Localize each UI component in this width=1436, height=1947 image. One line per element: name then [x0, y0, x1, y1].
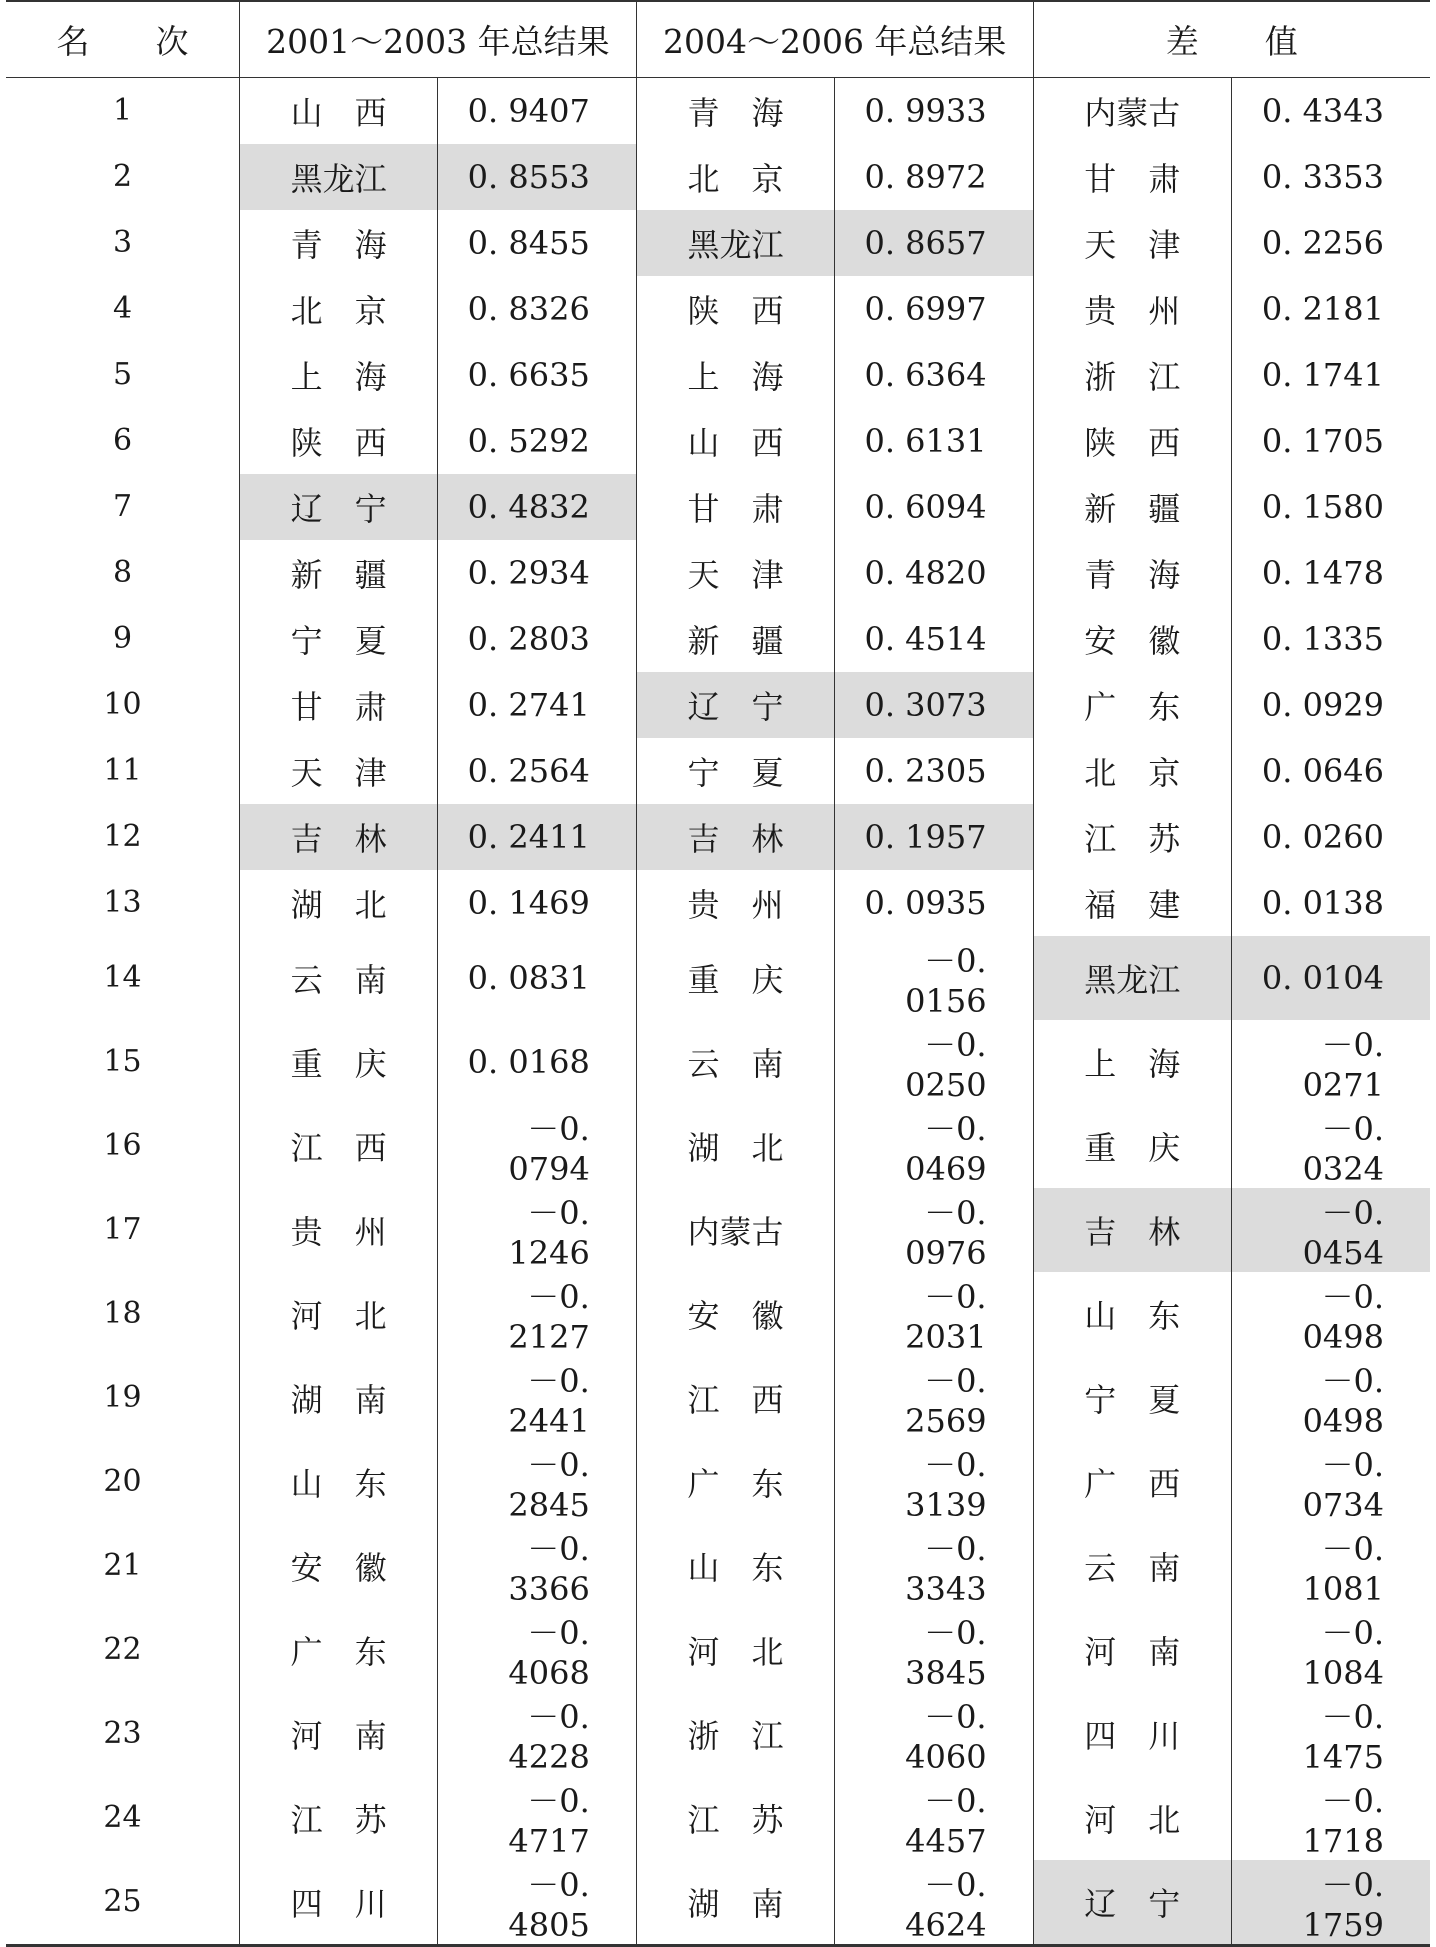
rank-cell: 20	[103, 1464, 142, 1499]
table-row	[6, 1860, 1430, 1946]
period-1-province: 陕 西	[239, 408, 437, 474]
rank-cell: 3	[112, 225, 133, 260]
table-row	[6, 210, 1430, 276]
period-1-value: 0. 2411	[438, 804, 636, 870]
period-2-province: 北 京	[636, 144, 834, 210]
period-1-value: －0. 2441	[438, 1356, 636, 1440]
difference-value: 0. 2256	[1232, 210, 1430, 276]
difference-value: －0. 1081	[1232, 1524, 1430, 1608]
period-2-province: 黑龙江	[636, 210, 834, 276]
rank-cell: 18	[103, 1296, 142, 1331]
difference-province: 贵 州	[1033, 276, 1231, 342]
period-2-province: 贵 州	[636, 870, 834, 936]
header-period-2: 2004～2006 年总结果	[636, 1, 1033, 78]
period-2-province: 天 津	[636, 540, 834, 606]
rank-cell: 21	[103, 1548, 142, 1583]
difference-province: 广 东	[1033, 672, 1231, 738]
period-1-province: 宁 夏	[239, 606, 437, 672]
period-1-province: 青 海	[239, 210, 437, 276]
period-1-value: 0. 8326	[438, 276, 636, 342]
period-1-value: 0. 2803	[438, 606, 636, 672]
table-row	[6, 1692, 1430, 1776]
period-2-value: 0. 1957	[835, 804, 1033, 870]
period-2-value: 0. 4514	[835, 606, 1033, 672]
ranking-table-container	[6, 0, 1430, 1947]
period-2-province: 河 北	[636, 1608, 834, 1692]
table-row	[6, 804, 1430, 870]
period-1-province: 湖 北	[239, 870, 437, 936]
table-row	[6, 1272, 1430, 1356]
period-2-value: 0. 2305	[835, 738, 1033, 804]
table-row	[6, 936, 1430, 1020]
rank-cell: 13	[103, 885, 142, 920]
difference-province: 甘 肃	[1033, 144, 1231, 210]
difference-province: 黑龙江	[1033, 936, 1231, 1020]
rank-cell: 16	[103, 1128, 142, 1163]
period-2-value: －0. 0469	[835, 1104, 1033, 1188]
period-2-province: 重 庆	[636, 936, 834, 1020]
period-1-value: 0. 2741	[438, 672, 636, 738]
period-1-value: －0. 2127	[438, 1272, 636, 1356]
difference-province: 宁 夏	[1033, 1356, 1231, 1440]
difference-value: －0. 0498	[1232, 1356, 1430, 1440]
difference-value: －0. 0498	[1232, 1272, 1430, 1356]
difference-province: 天 津	[1033, 210, 1231, 276]
difference-value: 0. 0646	[1232, 738, 1430, 804]
rank-cell: 23	[103, 1716, 142, 1751]
period-2-province: 甘 肃	[636, 474, 834, 540]
period-1-value: －0. 4228	[438, 1692, 636, 1776]
period-2-province: 山 东	[636, 1524, 834, 1608]
period-2-province: 宁 夏	[636, 738, 834, 804]
period-1-province: 湖 南	[239, 1356, 437, 1440]
difference-province: 江 苏	[1033, 804, 1231, 870]
difference-province: 广 西	[1033, 1440, 1231, 1524]
period-1-province: 黑龙江	[239, 144, 437, 210]
rank-cell: 10	[103, 687, 142, 722]
period-1-province: 河 南	[239, 1692, 437, 1776]
difference-value: 0. 0929	[1232, 672, 1430, 738]
period-2-province: 青 海	[636, 78, 834, 144]
period-1-value: 0. 5292	[438, 408, 636, 474]
rank-cell: 9	[112, 621, 133, 656]
table-row	[6, 144, 1430, 210]
period-2-province: 内蒙古	[636, 1188, 834, 1272]
period-1-province: 四 川	[239, 1860, 437, 1946]
rank-cell: 17	[103, 1212, 142, 1247]
period-2-value: －0. 0250	[835, 1020, 1033, 1104]
difference-value: 0. 1478	[1232, 540, 1430, 606]
period-1-value: －0. 0794	[438, 1104, 636, 1188]
rank-cell: 2	[112, 159, 133, 194]
period-1-value: 0. 0168	[438, 1020, 636, 1104]
period-2-value: 0. 6997	[835, 276, 1033, 342]
difference-value: －0. 0454	[1232, 1188, 1430, 1272]
period-2-value: －0. 4060	[835, 1692, 1033, 1776]
period-1-value: －0. 4805	[438, 1860, 636, 1946]
period-2-province: 云 南	[636, 1020, 834, 1104]
period-2-value: 0. 3073	[835, 672, 1033, 738]
difference-value: 0. 1580	[1232, 474, 1430, 540]
difference-province: 四 川	[1033, 1692, 1231, 1776]
period-1-value: 0. 2564	[438, 738, 636, 804]
period-1-value: 0. 8455	[438, 210, 636, 276]
period-1-province: 江 苏	[239, 1776, 437, 1860]
difference-province: 陕 西	[1033, 408, 1231, 474]
difference-value: 0. 1741	[1232, 342, 1430, 408]
difference-value: 0. 1705	[1232, 408, 1430, 474]
period-1-province: 上 海	[239, 342, 437, 408]
difference-province: 河 北	[1033, 1776, 1231, 1860]
table-row	[6, 408, 1430, 474]
difference-value: －0. 1759	[1232, 1860, 1430, 1946]
table-row	[6, 1104, 1430, 1188]
period-2-value: 0. 4820	[835, 540, 1033, 606]
period-1-province: 河 北	[239, 1272, 437, 1356]
period-2-province: 安 徽	[636, 1272, 834, 1356]
difference-value: 0. 0138	[1232, 870, 1430, 936]
period-2-province: 吉 林	[636, 804, 834, 870]
difference-value: －0. 1084	[1232, 1608, 1430, 1692]
period-2-value: 0. 0935	[835, 870, 1033, 936]
table-header	[6, 1, 1430, 78]
period-1-value: －0. 2845	[438, 1440, 636, 1524]
period-2-province: 湖 北	[636, 1104, 834, 1188]
table-row	[6, 1356, 1430, 1440]
period-2-value: 0. 6131	[835, 408, 1033, 474]
table-row	[6, 78, 1430, 144]
rank-cell: 14	[103, 960, 142, 995]
header-difference: 差 值	[1033, 1, 1430, 78]
period-1-value: 0. 6635	[438, 342, 636, 408]
header-row	[6, 1, 1430, 78]
period-1-province: 吉 林	[239, 804, 437, 870]
table-row	[6, 1188, 1430, 1272]
period-1-province: 新 疆	[239, 540, 437, 606]
period-1-province: 北 京	[239, 276, 437, 342]
period-1-province: 广 东	[239, 1608, 437, 1692]
period-1-value: 0. 1469	[438, 870, 636, 936]
difference-value: －0. 0734	[1232, 1440, 1430, 1524]
period-1-province: 山 西	[239, 78, 437, 144]
rank-cell: 15	[103, 1044, 142, 1079]
period-2-province: 湖 南	[636, 1860, 834, 1946]
period-2-value: －0. 3139	[835, 1440, 1033, 1524]
table-row	[6, 870, 1430, 936]
table-row	[6, 1020, 1430, 1104]
period-2-value: 0. 6364	[835, 342, 1033, 408]
rank-cell: 5	[112, 357, 133, 392]
rank-cell: 7	[112, 489, 133, 524]
rank-cell: 4	[112, 291, 133, 326]
header-period-1: 2001～2003 年总结果	[239, 1, 636, 78]
difference-province: 青 海	[1033, 540, 1231, 606]
period-1-province: 辽 宁	[239, 474, 437, 540]
difference-province: 北 京	[1033, 738, 1231, 804]
period-1-province: 江 西	[239, 1104, 437, 1188]
header-rank: 名 次	[6, 1, 239, 78]
difference-province: 吉 林	[1033, 1188, 1231, 1272]
rank-cell: 24	[103, 1800, 142, 1835]
table-row	[6, 342, 1430, 408]
difference-value: －0. 0324	[1232, 1104, 1430, 1188]
table-row	[6, 540, 1430, 606]
period-1-province: 贵 州	[239, 1188, 437, 1272]
period-1-province: 安 徽	[239, 1524, 437, 1608]
period-1-province: 云 南	[239, 936, 437, 1020]
difference-value: －0. 0271	[1232, 1020, 1430, 1104]
difference-value: －0. 1475	[1232, 1692, 1430, 1776]
period-2-province: 山 西	[636, 408, 834, 474]
rank-cell: 19	[103, 1380, 142, 1415]
period-2-value: －0. 4457	[835, 1776, 1033, 1860]
rank-cell: 12	[103, 819, 142, 854]
difference-province: 内蒙古	[1033, 78, 1231, 144]
period-1-value: 0. 4832	[438, 474, 636, 540]
rank-cell: 6	[112, 423, 133, 458]
difference-value: 0. 0104	[1232, 936, 1430, 1020]
rank-cell: 8	[112, 555, 133, 590]
period-2-value: －0. 3845	[835, 1608, 1033, 1692]
difference-province: 浙 江	[1033, 342, 1231, 408]
period-2-value: －0. 2031	[835, 1272, 1033, 1356]
period-2-value: －0. 0156	[835, 936, 1033, 1020]
period-1-value: 0. 8553	[438, 144, 636, 210]
difference-value: 0. 2181	[1232, 276, 1430, 342]
period-1-province: 山 东	[239, 1440, 437, 1524]
period-2-province: 陕 西	[636, 276, 834, 342]
difference-province: 云 南	[1033, 1524, 1231, 1608]
table-body	[6, 78, 1430, 1946]
period-1-value: 0. 0831	[438, 936, 636, 1020]
ranking-table	[6, 0, 1430, 1947]
period-1-value: 0. 2934	[438, 540, 636, 606]
period-1-value: －0. 1246	[438, 1188, 636, 1272]
period-1-value: －0. 3366	[438, 1524, 636, 1608]
table-row	[6, 474, 1430, 540]
table-row	[6, 606, 1430, 672]
period-2-value: 0. 6094	[835, 474, 1033, 540]
period-2-province: 上 海	[636, 342, 834, 408]
difference-value: 0. 1335	[1232, 606, 1430, 672]
period-2-province: 江 西	[636, 1356, 834, 1440]
table-row	[6, 1524, 1430, 1608]
period-2-value: 0. 8657	[835, 210, 1033, 276]
period-2-value: 0. 9933	[835, 78, 1033, 144]
table-row	[6, 672, 1430, 738]
table-row	[6, 1440, 1430, 1524]
period-2-value: －0. 3343	[835, 1524, 1033, 1608]
rank-cell: 11	[103, 753, 142, 788]
difference-province: 安 徽	[1033, 606, 1231, 672]
period-1-value: －0. 4068	[438, 1608, 636, 1692]
table-row	[6, 738, 1430, 804]
table-row	[6, 276, 1430, 342]
difference-value: 0. 3353	[1232, 144, 1430, 210]
period-1-province: 甘 肃	[239, 672, 437, 738]
period-2-value: 0. 8972	[835, 144, 1033, 210]
period-1-value: 0. 9407	[438, 78, 636, 144]
rank-cell: 25	[6, 1860, 239, 1946]
period-2-value: －0. 4624	[835, 1860, 1033, 1946]
difference-province: 福 建	[1033, 870, 1231, 936]
period-2-province: 浙 江	[636, 1692, 834, 1776]
difference-province: 辽 宁	[1033, 1860, 1231, 1946]
period-2-province: 辽 宁	[636, 672, 834, 738]
period-2-province: 广 东	[636, 1440, 834, 1524]
rank-cell: 1	[112, 93, 133, 129]
period-2-value: －0. 0976	[835, 1188, 1033, 1272]
table-row	[6, 1608, 1430, 1692]
period-2-province: 新 疆	[636, 606, 834, 672]
period-1-province: 天 津	[239, 738, 437, 804]
difference-province: 重 庆	[1033, 1104, 1231, 1188]
period-2-value: －0. 2569	[835, 1356, 1033, 1440]
difference-province: 上 海	[1033, 1020, 1231, 1104]
difference-province: 山 东	[1033, 1272, 1231, 1356]
difference-value: 0. 0260	[1232, 804, 1430, 870]
difference-value: －0. 1718	[1232, 1776, 1430, 1860]
period-1-province: 重 庆	[239, 1020, 437, 1104]
difference-value: 0. 4343	[1232, 78, 1430, 144]
difference-province: 河 南	[1033, 1608, 1231, 1692]
period-1-value: －0. 4717	[438, 1776, 636, 1860]
difference-province: 新 疆	[1033, 474, 1231, 540]
table-row	[6, 1776, 1430, 1860]
rank-cell: 22	[103, 1632, 142, 1667]
period-2-province: 江 苏	[636, 1776, 834, 1860]
